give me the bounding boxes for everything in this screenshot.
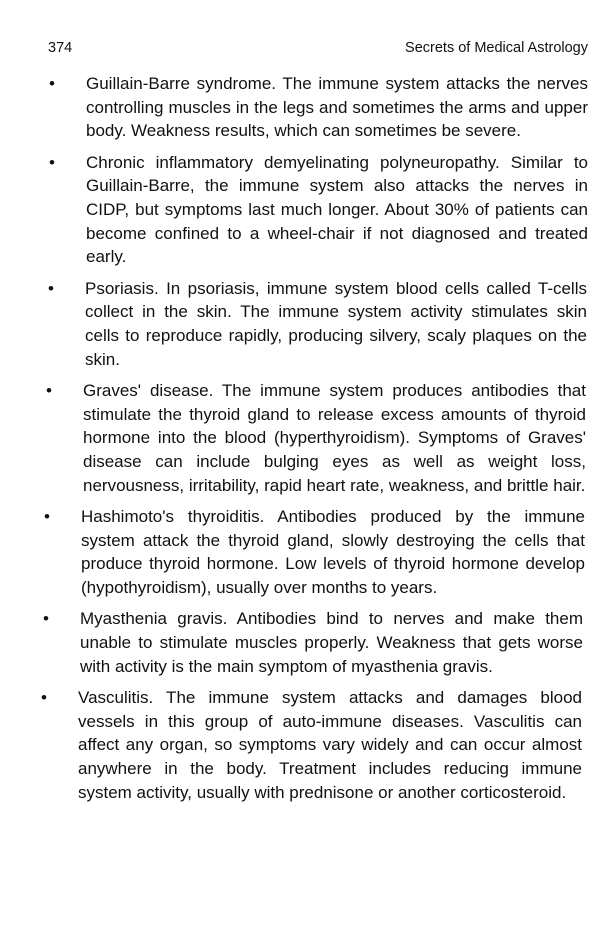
- bullet-icon: •: [49, 74, 55, 93]
- list-item: [0, 607, 600, 678]
- list-item-text: Vasculitis. The immune system attacks and damages blood vessels in this group of auto-immune diseases. Vasculitis can affect any organ, so symptoms vary widely and can occur almost anywhere in the body. Treatment includes reducing immune system activity, usually with prednisone or another corticosteroid.: [78, 688, 582, 802]
- list-item-text: Chronic inflammatory demyelinating polyneuropathy. Similar to Guillain-Barre, the immune system also attacks the nerves in CIDP, but symptoms last much longer. About 30% of patients can become confined to a wheel-chair if not diagnosed and treated early.: [86, 152, 588, 267]
- page-number: 374: [48, 40, 73, 56]
- disease-list: [0, 72, 600, 812]
- bullet-icon: •: [49, 152, 55, 172]
- page-header: [48, 40, 588, 60]
- bullet-icon: •: [41, 688, 47, 708]
- bullet-icon: •: [48, 278, 54, 298]
- list-item: [0, 505, 600, 599]
- bullet-icon: •: [46, 381, 52, 401]
- list-item: [0, 72, 600, 143]
- list-item-text: Psoriasis. In psoriasis, immune system blood cells called T-cells collect in the skin. The immune system activity stimulates skin cells to reproduce rapidly, producing silvery, scaly plaques on the skin.: [85, 278, 587, 369]
- running-title: Secrets of Medical Astrology: [405, 40, 588, 56]
- list-item: [0, 686, 600, 804]
- list-item-text: Myasthenia gravis. Antibodies bind to nerves and make them unable to stimulate muscles properly. Weakness that gets worse with activity is the main symptom of myasthenia gravis.: [80, 609, 583, 676]
- list-item: [0, 379, 600, 497]
- list-item: [0, 151, 600, 269]
- bullet-icon: •: [44, 507, 50, 527]
- list-item: [0, 277, 600, 371]
- list-item-text: Hashimoto's thyroiditis. Antibodies produced by the immune system attack the thyroid gland, slowly destroying the cells that produce thyroid hormone. Low levels of thyroid hormone develop (hypothyroidism), usually over months to years.: [81, 507, 585, 597]
- list-item-text: Guillain-Barre syndrome. The immune system attacks the nerves controlling muscles in the legs and sometimes the arms and upper body. Weakness results, which can sometimes be severe.: [86, 74, 588, 141]
- bullet-icon: •: [43, 609, 49, 629]
- list-item-text: Graves' disease. The immune system produces antibodies that stimulate the thyroid gland to release excess amounts of thyroid hormone into the blood (hyperthyroidism). Symptoms of Graves' disease can include bulging eyes as well as weight loss, nervousness, irritability, rapid heart rate, weakness, and brittle hair.: [83, 381, 586, 495]
